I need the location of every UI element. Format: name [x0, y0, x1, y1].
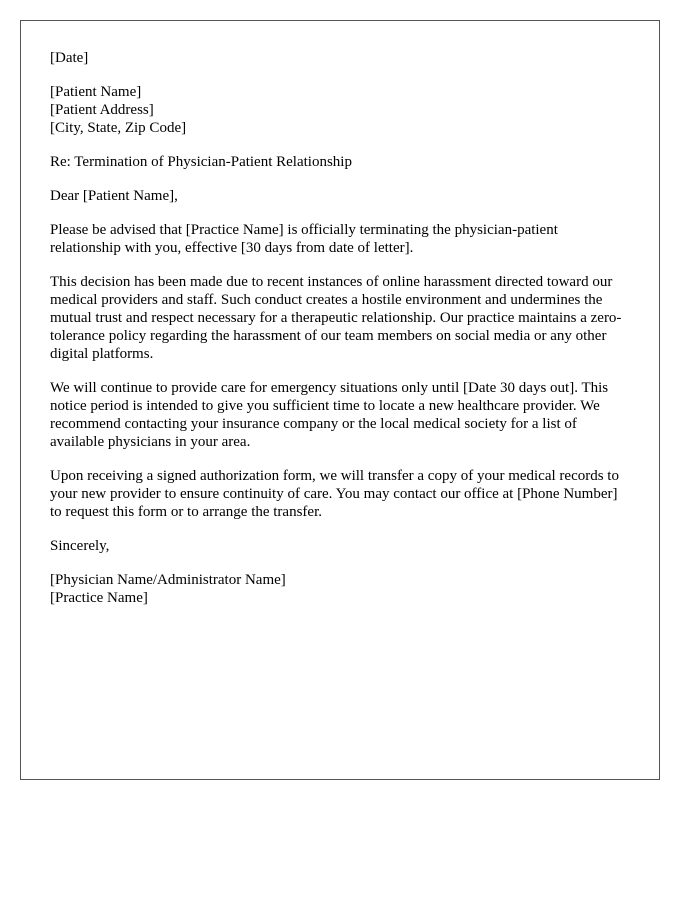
recipient-block [50, 83, 630, 137]
letter-date: [Date] [50, 50, 89, 66]
paragraph-reason: This decision has been made due to recent instances of online harassment directed toward our medical providers and staff. Such conduct creates a hostile environment and undermines the mutual trust and respect necessary for a therapeutic relationship. Our practice maintains a zero-tolerance policy regarding the harassment of our team members on social media or any other digital platforms. [50, 274, 622, 362]
recipient-address: [Patient Address] [50, 102, 154, 118]
paragraph-medical-records: Upon receiving a signed authorization form, we will transfer a copy of your medical records to your new provider to ensure continuity of care. You may contact our office at [Phone Number] to request this form or to arrange the transfer. [50, 468, 619, 520]
paragraph-emergency-care: We will continue to provide care for emergency situations only until [Date 30 days out]. This notice period is intended to give you sufficient time to locate a new healthcare provider. We recommend contacting your insurance company or the local medical society for a list of available physicians in your area. [50, 380, 609, 450]
recipient-name: [Patient Name] [50, 84, 142, 100]
signature-practice: [Practice Name] [50, 590, 148, 606]
letter-body [50, 49, 630, 623]
paragraph-termination-notice: Please be advised that [Practice Name] is officially terminating the physician-patient relationship with you, effective [30 days from date of letter]. [50, 222, 558, 256]
signature-name: [Physician Name/Administrator Name] [50, 572, 286, 588]
letter-salutation: Dear [Patient Name], [50, 188, 178, 204]
recipient-city-state-zip: [City, State, Zip Code] [50, 120, 187, 136]
signature-block [50, 571, 630, 607]
letter-subject: Re: Termination of Physician-Patient Relationship [50, 154, 352, 170]
letter-page [20, 20, 660, 780]
letter-closing: Sincerely, [50, 538, 110, 554]
